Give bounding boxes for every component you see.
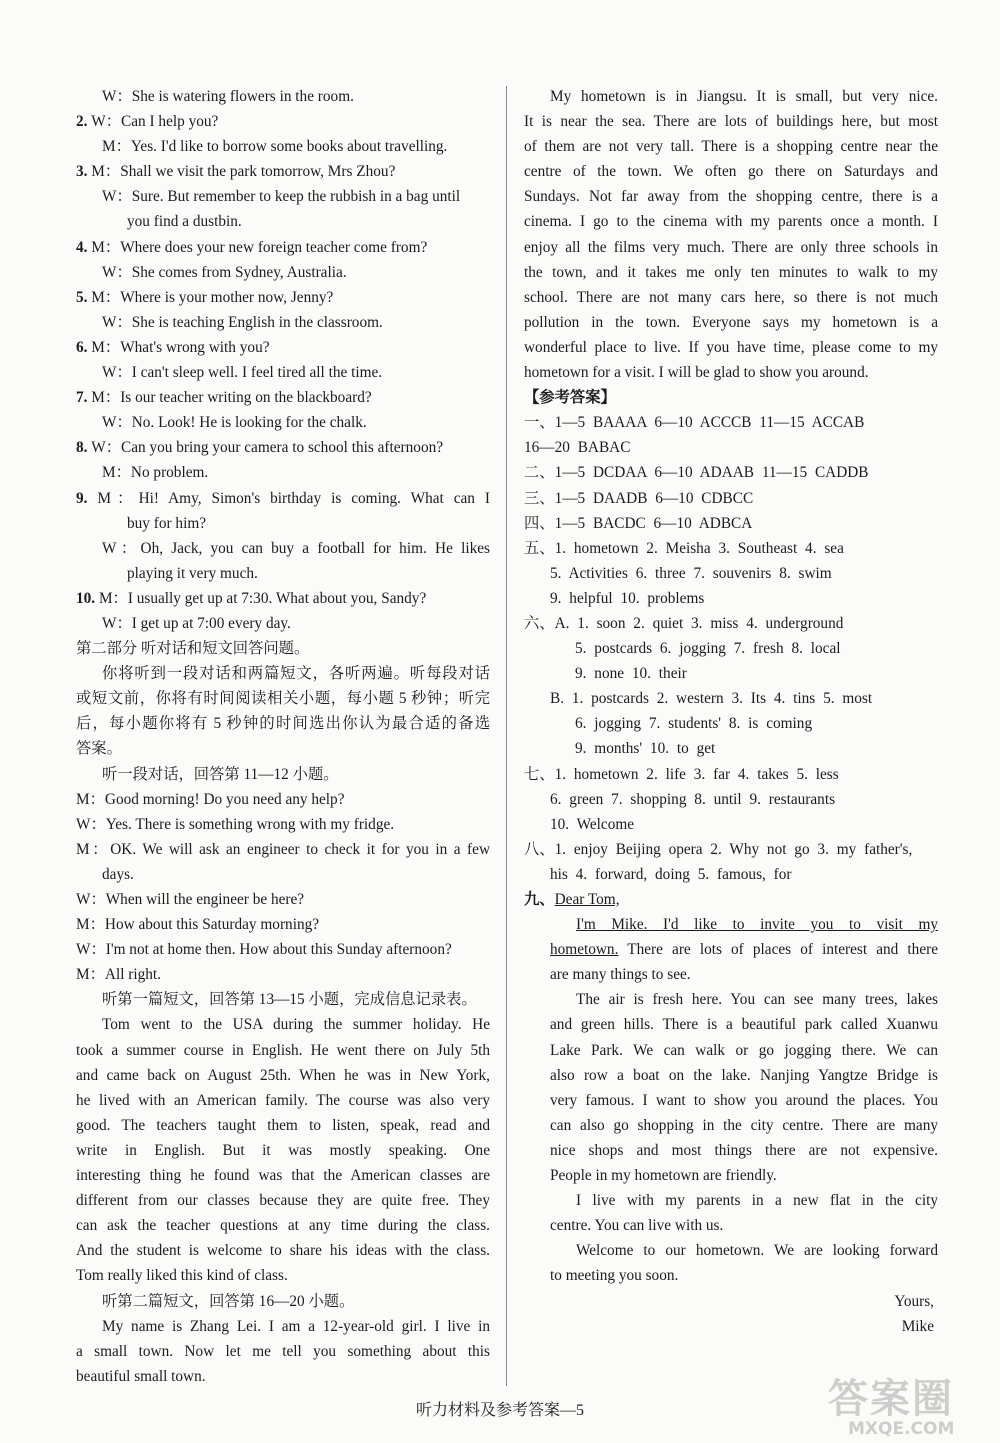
answer-line: 5. Activities 6. three 7. souvenirs 8. swim <box>550 564 832 582</box>
text-line <box>76 736 490 761</box>
letter-line <box>550 1188 938 1213</box>
line-text: M：I usually get up at 7:30. What about you, Sandy? <box>98 589 427 607</box>
letter-line <box>550 987 938 1012</box>
answer-line: 5. postcards 6. jogging 7. fresh 8. local <box>575 640 841 658</box>
letter-label: 九、 <box>524 891 555 908</box>
question-number: 8. <box>76 439 92 457</box>
passage-line: enjoy all the films very much. There are only three schools in <box>524 238 938 256</box>
watermark-text: 答案圈 <box>828 1376 954 1422</box>
line-text: W：She is teaching English in the classroom. <box>102 313 383 331</box>
letter-text: I live with my parents in a new flat in the city <box>576 1192 938 1210</box>
line-text: M：No problem. <box>102 464 209 482</box>
line-text: he lived with an American family. The course was also very <box>76 1091 490 1109</box>
line-text: days. <box>102 865 134 883</box>
text-line <box>76 887 490 912</box>
passage-text <box>524 84 938 385</box>
letter-line <box>550 1088 938 1113</box>
line-text: 听一段对话，回答第 11—12 小题。 <box>102 765 339 783</box>
text-line <box>76 1263 490 1288</box>
passage-line: of them are not very tall. There is a shopping centre near the <box>524 138 938 156</box>
line-text: W：Can I help you? <box>91 113 219 131</box>
text-line <box>76 787 490 812</box>
watermark-logo <box>828 1378 996 1440</box>
text-line <box>76 937 490 962</box>
answer-line: 五、1. hometown 2. Meisha 3. Southeast 4. sea <box>524 539 844 557</box>
answer-line: 9. months' 10. to get <box>575 740 716 758</box>
line-text: and came back on August 25th. When he was in New York, <box>76 1066 490 1084</box>
letter-line <box>550 1238 938 1263</box>
line-text: can ask the teacher questions at any time during the class. <box>76 1217 490 1235</box>
letter-text: to meeting you soon. <box>550 1267 679 1285</box>
letter-text: nice shops and most things there are not expensive. <box>550 1141 938 1159</box>
letter-line <box>550 1213 938 1238</box>
text-line <box>76 912 490 937</box>
text-line <box>76 410 490 435</box>
line-text: Tom went to the USA during the summer holiday. He <box>102 1016 490 1034</box>
letter-text: I'm Mike. I'd like to invite you to visit my <box>576 916 938 934</box>
letter-line <box>550 1138 938 1163</box>
text-line <box>76 310 490 335</box>
line-text: W：No. Look! He is looking for the chalk. <box>102 414 367 432</box>
text-line <box>76 84 490 109</box>
line-text: W：Oh, Jack, you can buy a football for him. He likes <box>102 539 490 557</box>
text-line <box>76 586 490 611</box>
answer-line: 6. jogging 7. students' 8. is coming <box>575 715 813 733</box>
line-text: Tom really liked this kind of class. <box>76 1267 288 1285</box>
question-number: 2. <box>76 113 92 131</box>
letter-line <box>550 1263 938 1288</box>
line-text: W：I can't sleep well. I feel tired all the time. <box>102 364 383 382</box>
text-line <box>76 661 490 686</box>
letter-text: The air is fresh here. You can see many trees, lakes <box>576 991 938 1009</box>
question-number: 10. <box>76 589 99 607</box>
line-text: 或短文前，你将有时间阅读相关小题，每小题 5 秒钟；听完 <box>76 690 490 708</box>
column-divider <box>506 86 507 1386</box>
letter-text: People in my hometown are friendly. <box>550 1167 777 1185</box>
text-line <box>76 1364 490 1389</box>
line-text: M：All right. <box>76 966 161 984</box>
line-text: My name is Zhang Lei. I am a 12-year-old girl. I live in <box>102 1317 490 1335</box>
text-line <box>76 1138 490 1163</box>
line-text: W：I'm not at home then. How about this Sunday afternoon? <box>76 941 452 959</box>
text-line <box>76 1163 490 1188</box>
passage-line: centre of the town. We often go there on Saturdays and <box>524 163 938 181</box>
line-text: buy for him? <box>127 514 207 532</box>
line-text: write in English. But it was mostly speaking. One <box>76 1141 490 1159</box>
passage-line: Sundays. Not far away from the shopping centre, there is a <box>524 188 938 206</box>
line-text: W：I get up at 7:00 every day. <box>102 614 291 632</box>
line-text: 听第二篇短文，回答第 16—20 小题。 <box>102 1292 355 1310</box>
line-text: M：What's wrong with you? <box>91 338 270 356</box>
answer-line: his 4. forward, doing 5. famous, for <box>550 865 792 883</box>
line-text: W：When will the engineer be here? <box>76 891 305 908</box>
line-text: W：Sure. But remember to keep the rubbish in a bag until <box>102 188 461 206</box>
text-line <box>76 1038 490 1063</box>
answer-line: 9. none 10. their <box>575 665 687 683</box>
line-text: 答案。 <box>76 740 122 758</box>
answer-line: 6. green 7. shopping 8. until 9. restaurants <box>550 790 836 808</box>
text-line <box>76 561 490 586</box>
text-line <box>76 711 490 736</box>
text-line <box>76 812 490 837</box>
passage-line: hometown for a visit. I will be glad to show you around. <box>524 364 869 382</box>
text-line <box>76 1314 490 1339</box>
answer-line: 10. Welcome <box>550 815 635 833</box>
line-text: M：How about this Saturday morning? <box>76 916 320 934</box>
question-number: 7. <box>76 389 92 407</box>
line-text: W：She is watering flowers in the room. <box>102 88 354 105</box>
watermark-url: MXQE.COM <box>848 1419 955 1439</box>
text-line <box>76 235 490 260</box>
text-line <box>76 184 490 209</box>
answer-line: 六、A. 1. soon 2. quiet 3. miss 4. underground <box>524 614 844 632</box>
letter-line <box>550 1113 938 1138</box>
line-text: W：She comes from Sydney, Australia. <box>102 263 347 281</box>
line-text: playing it very much. <box>127 564 258 582</box>
letter-text: centre. You can live with us. <box>550 1217 724 1235</box>
text-line <box>76 1188 490 1213</box>
text-line <box>76 636 490 661</box>
letter-text: hometown. <box>550 941 619 959</box>
passage-line: school. There are not many cars here, so there is not much <box>524 288 938 306</box>
right-column <box>524 84 938 1339</box>
text-line <box>76 460 490 485</box>
text-line <box>76 486 490 511</box>
question-number: 6. <box>76 338 92 356</box>
passage-line: It is near the sea. There are lots of buildings here, but most <box>524 113 938 131</box>
line-text: 你将听到一段对话和两篇短文，各听两遍。听每段对话 <box>102 665 490 683</box>
text-line <box>76 385 490 410</box>
answer-line: 二、1—5 DCDAA 6—10 ADAAB 11—15 CADDB <box>524 464 869 482</box>
letter-line <box>550 912 938 937</box>
question-number: 3. <box>76 163 92 181</box>
line-text: different from our classes because they are quite free. They <box>76 1192 490 1210</box>
letter-greeting: Dear Tom, <box>554 891 620 908</box>
text-line <box>76 1289 490 1314</box>
text-line <box>76 1088 490 1113</box>
text-line <box>76 862 490 887</box>
letter-line <box>550 1012 938 1037</box>
question-number: 4. <box>76 238 92 256</box>
answer-line: 一、1—5 BAAAA 6—10 ACCCB 11—15 ACCAB <box>524 414 865 432</box>
text-line <box>76 962 490 987</box>
text-line <box>76 611 490 636</box>
line-text: 第二部分 听对话和短文回答问题。 <box>76 640 310 658</box>
line-text: W：Yes. There is something wrong with my fridge. <box>76 815 395 833</box>
line-text: M：Where does your new foreign teacher come from? <box>91 238 428 256</box>
letter-body <box>524 912 938 1288</box>
letter-signature: Mike <box>901 1317 934 1335</box>
letter-text: Lake Park. We can walk or go jogging there. We can <box>550 1041 938 1059</box>
left-column <box>76 84 490 1389</box>
answer-line: 四、1—5 BACDC 6—10 ADBCA <box>524 514 753 532</box>
letter-text: very famous. I want to show you around the places. You <box>550 1091 938 1109</box>
passage-line: My hometown is in Jiangsu. It is small, but very nice. <box>550 88 938 105</box>
question-number: 9. <box>76 489 98 507</box>
text-line <box>76 1113 490 1138</box>
text-line <box>76 1063 490 1088</box>
line-text: M：Hi! Amy, Simon's birthday is coming. What can I <box>97 489 490 507</box>
answer-line: 9. helpful 10. problems <box>550 589 705 607</box>
text-line <box>76 1238 490 1263</box>
text-line <box>76 837 490 862</box>
answer-list <box>524 410 938 887</box>
letter-line <box>550 1163 938 1188</box>
line-text: interesting thing he found was that the American classes are <box>76 1167 490 1185</box>
line-text: And the student is welcome to share his ideas with the class. <box>76 1242 490 1260</box>
line-text: took a summer course in English. He went there on July 5th <box>76 1041 490 1059</box>
page-footer: 听力材料及参考答案—5 <box>415 1402 584 1419</box>
letter-text: are many things to see. <box>550 966 691 984</box>
text-line <box>76 686 490 711</box>
passage-line: pollution in the town. Everyone says my hometown is a <box>524 313 938 331</box>
passage-line: cinema. I go to the cinema with my parents once a month. I <box>524 213 938 231</box>
letter-line <box>550 937 938 962</box>
text-line <box>76 1339 490 1364</box>
answer-line: 八、1. enjoy Beijing opera 2. Why not go 3. my father's, <box>524 840 913 858</box>
text-line <box>76 260 490 285</box>
letter-greeting-line <box>524 887 938 912</box>
answer-line: 16—20 BABAC <box>524 439 631 457</box>
line-text: you find a dustbin. <box>127 213 242 231</box>
line-text: M：OK. We will ask an engineer to check it for you in a few <box>76 840 490 858</box>
text-line <box>76 987 490 1012</box>
answer-line: B. 1. postcards 2. western 3. Its 4. tins 5. most <box>550 690 873 708</box>
line-text: M：Where is your mother now, Jenny? <box>91 288 334 306</box>
line-text: 听第一篇短文，回答第 13—15 小题，完成信息记录表。 <box>102 991 477 1009</box>
text-line <box>76 209 490 234</box>
answer-heading: 【参考答案】 <box>524 389 616 407</box>
passage-line: the town, and it takes me only ten minutes to walk to my <box>524 263 938 281</box>
line-text: W：Can you bring your camera to school this afternoon? <box>91 439 444 457</box>
line-text: M：Good morning! Do you need any help? <box>76 790 345 808</box>
line-text: a small town. Now let me tell you something about this <box>76 1342 490 1360</box>
passage-line: wonderful place to live. If you have time, please come to my <box>524 338 938 356</box>
line-text: 后，每小题你将有 5 秒钟的时间选出你认为最合适的备选 <box>76 715 490 733</box>
text-line <box>76 1012 490 1037</box>
text-line <box>76 134 490 159</box>
letter-text: can also go shopping in the city centre. There are many <box>550 1116 938 1134</box>
text-line <box>76 435 490 460</box>
letter-text: Welcome to our hometown. We are looking forward <box>576 1242 938 1260</box>
line-text: M：Shall we visit the park tomorrow, Mrs Zhou? <box>91 163 396 181</box>
text-line <box>76 1213 490 1238</box>
letter-closing: Yours, <box>894 1292 934 1310</box>
letter-text-tail: There are lots of places of interest and there <box>618 941 938 959</box>
letter-line <box>550 962 938 987</box>
line-text: M：Yes. I'd like to borrow some books about travelling. <box>102 138 448 156</box>
text-line <box>76 109 490 134</box>
letter-text: also row a boat on the lake. Nanjing Yangtze Bridge is <box>550 1066 938 1084</box>
text-line <box>76 360 490 385</box>
line-text: M：Is our teacher writing on the blackboard? <box>91 389 372 407</box>
text-line <box>76 762 490 787</box>
answer-line: 三、1—5 DAADB 6—10 CDBCC <box>524 489 754 507</box>
line-text: beautiful small town. <box>76 1367 206 1385</box>
letter-text: and green hills. There is a beautiful park called Xuanwu <box>550 1016 938 1034</box>
letter-line <box>550 1063 938 1088</box>
text-line <box>76 159 490 184</box>
answer-line: 七、1. hometown 2. life 3. far 4. takes 5. less <box>524 765 839 783</box>
letter-line <box>550 1038 938 1063</box>
question-number: 5. <box>76 288 92 306</box>
text-line <box>76 511 490 536</box>
text-line <box>76 536 490 561</box>
line-text: good. The teachers taught them to listen, speak, read and <box>76 1116 490 1134</box>
text-line <box>76 335 490 360</box>
text-line <box>76 285 490 310</box>
